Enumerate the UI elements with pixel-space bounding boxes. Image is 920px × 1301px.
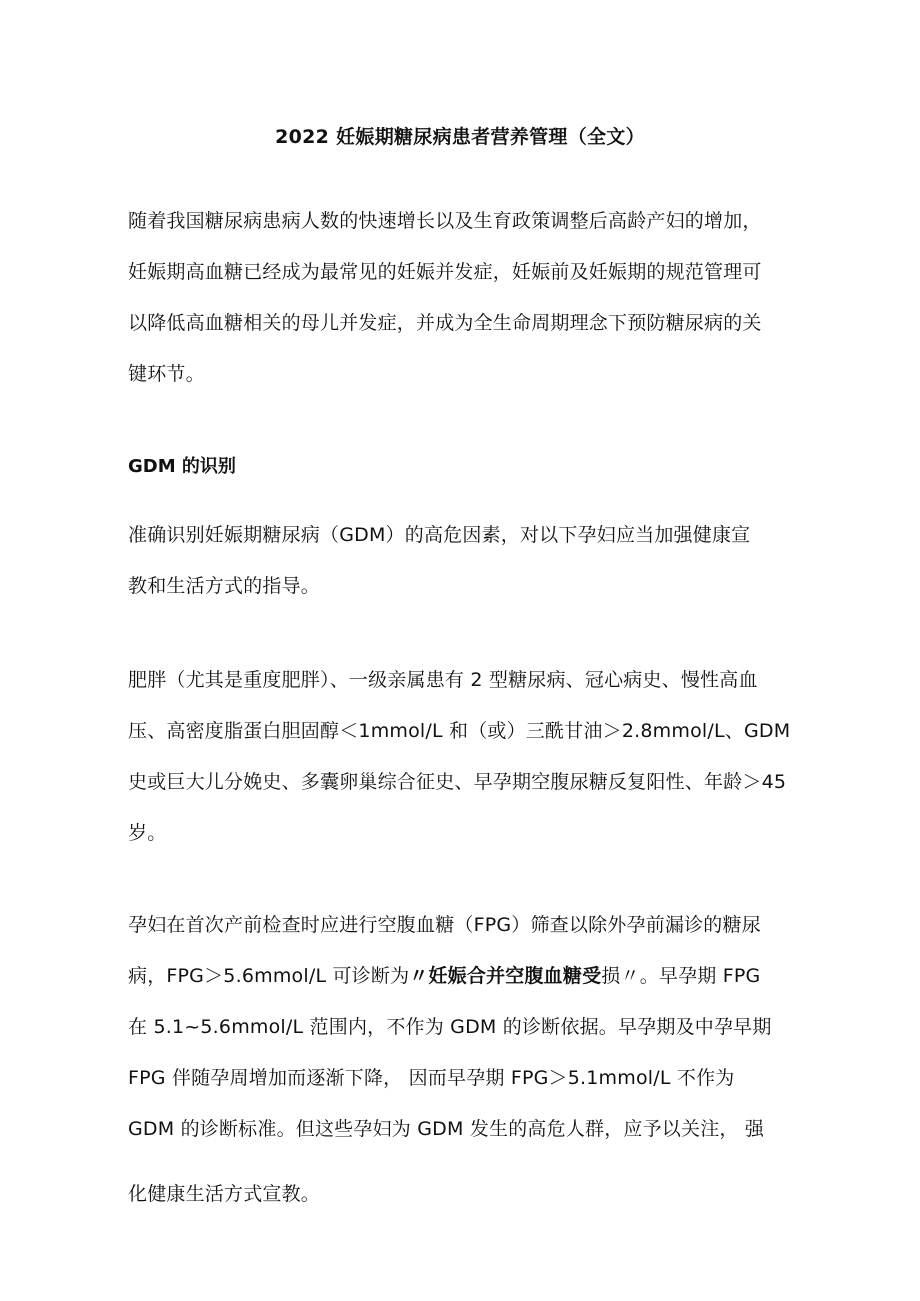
intro-paragraph xyxy=(128,196,796,400)
paragraph-line: 教和生活方式的指导。 xyxy=(128,575,321,597)
intro-line: 以降低高血糖相关的母儿并发症，并成为全生命周期理念下预防糖尿病的关 xyxy=(128,312,762,334)
paragraph-line: 孕妇在首次产前检查时应进行空腹血糖（FPG）筛查以除外孕前漏诊的糖尿 xyxy=(128,914,761,936)
open-quote-mark: 〃 xyxy=(409,965,429,987)
paragraph-line: GDM 的诊断标准。但这些孕妇为 GDM 发生的高危人群，应予以关注， 强 xyxy=(128,1118,765,1140)
close-quote-mark: 〃 xyxy=(620,965,640,987)
section-heading-gdm: GDM 的识别 xyxy=(128,456,236,477)
paragraph-line: 岁。 xyxy=(128,822,167,844)
intro-line: 键环节。 xyxy=(128,363,205,385)
text-run: 损 xyxy=(601,965,621,987)
document-title: 2022 妊娠期糖尿病患者营养管理（全文） xyxy=(275,126,645,148)
fpg-screening-paragraph xyxy=(128,900,796,1220)
paragraph-line: 史或巨大儿分娩史、多囊卵巢综合征史、早孕期空腹尿糖反复阳性、年龄＞45 xyxy=(128,771,787,793)
text-run: 病，FPG＞5.6mmol/L 可诊断为 xyxy=(128,965,410,987)
paragraph-line xyxy=(128,951,796,1002)
gdm-identification-paragraph xyxy=(128,510,796,612)
intro-line: 随着我国糖尿病患病人数的快速增长以及生育政策调整后高龄产妇的增加， xyxy=(128,210,762,232)
intro-line: 妊娠期高血糖已经成为最常见的妊娠并发症，妊娠前及妊娠期的规范管理可 xyxy=(128,261,762,283)
risk-factors-paragraph xyxy=(128,655,796,859)
paragraph-line: 压、高密度脂蛋白胆固醇＜1mmol/L 和（或）三酰甘油＞2.8mmol/L、GDM xyxy=(128,720,791,742)
paragraph-line: 准确识别妊娠期糖尿病（GDM）的高危因素，对以下孕妇应当加强健康宣 xyxy=(128,524,751,546)
paragraph-line: 在 5.1~5.6mmol/L 范围内，不作为 GDM 的诊断依据。早孕期及中孕早期 xyxy=(128,1016,772,1038)
paragraph-line: 化健康生活方式宣教。 xyxy=(128,1183,321,1205)
text-run: 。早孕期 FPG xyxy=(639,965,761,987)
paragraph-line: FPG 伴随孕周增加而逐渐下降， 因而早孕期 FPG＞5.1mmol/L 不作为 xyxy=(128,1067,735,1089)
paragraph-line: 肥胖（尤其是重度肥胖）、一级亲属患有 2 型糖尿病、冠心病史、慢性高血 xyxy=(128,669,758,691)
bold-term: 妊娠合并空腹血糖受 xyxy=(428,965,602,987)
